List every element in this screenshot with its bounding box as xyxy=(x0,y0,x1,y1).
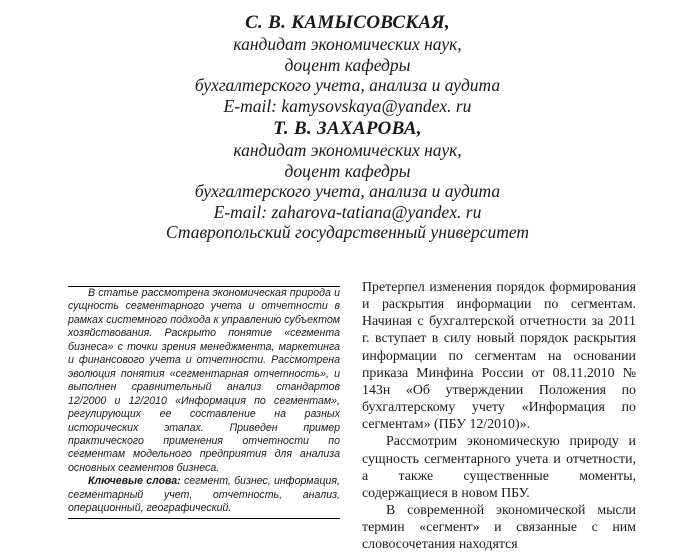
author-department: бухгалтерского учета, анализа и аудита xyxy=(194,75,501,95)
author-degree: кандидат экономических наук, xyxy=(233,140,462,160)
author-position: доцент кафедры xyxy=(284,54,411,75)
body-paragraph: Претерпел изменения порядок формирования и раскрытия информации по сегментам. Начиная с бухгалтерской отчетности за 2011 г. вступает в силу новый порядок раскрытия информации по сегментам на основании приказа Минфина России от 08.11.2010 № 143н «Об утверждении Положения по бухгалтерскому учету «Информация по сегментам» (ПБУ 12/2010)». xyxy=(362,280,636,433)
author-email: E-mail: kamysovskaya@yandex. ru xyxy=(223,95,472,116)
keywords-label: Ключевые слова: xyxy=(88,475,181,488)
author-department: бухгалтерского учета, анализа и аудита xyxy=(194,181,501,201)
article-header xyxy=(0,12,695,243)
body-paragraph: Рассмотрим экономическую природу и сущность сегментарного учета и отчетности, а также существенные моменты, содержащиеся в новом ПБУ. xyxy=(362,434,636,501)
keywords-list: сегмент, бизнес, информация, сегментарный учет, отчетность, анализ, операционный, географический. xyxy=(68,475,340,515)
author-name: С. В. КАМЫСОВСКАЯ, xyxy=(245,12,450,33)
affiliation: Ставропольский государственный университет xyxy=(165,222,530,242)
abstract-bottom-rule xyxy=(68,518,340,519)
body-text xyxy=(362,279,636,554)
author-degree: кандидат экономических наук, xyxy=(233,34,462,54)
author-name: Т. В. ЗАХАРОВА, xyxy=(273,118,422,139)
author-position: доцент кафедры xyxy=(284,160,411,181)
keywords xyxy=(68,475,340,515)
author-block-1 xyxy=(0,12,695,116)
abstract xyxy=(68,286,340,519)
body-paragraph: В современной экономической мысли термин «сегмент» и связанные с ним словосочетания находятся xyxy=(362,503,636,553)
author-email: E-mail: zaharova-tatiana@yandex. ru xyxy=(213,201,482,222)
abstract-text: В статье рассмотрена экономическая природа и сущность сегментарного учета и отчетности в рамках системного подхода к управлению субъектом хозяйствования. Раскрыто понятие «сегмента бизнеса» с точки зрения менеджмента, маркетинга и финансового учета и отчетности. Рассмотрена эволюция понятия «сегментарная отчетность», и выполнен сравнительный анализ стандартов 12/2000 и 12/2010 «Информация по сегментам», регулирующих ее составление на разных исторических этапах. Приведен пример практического применения отчетности по сегментам модельного предприятия для анализа основных сегментов бизнеса. xyxy=(68,287,340,474)
author-block-2 xyxy=(0,118,695,222)
